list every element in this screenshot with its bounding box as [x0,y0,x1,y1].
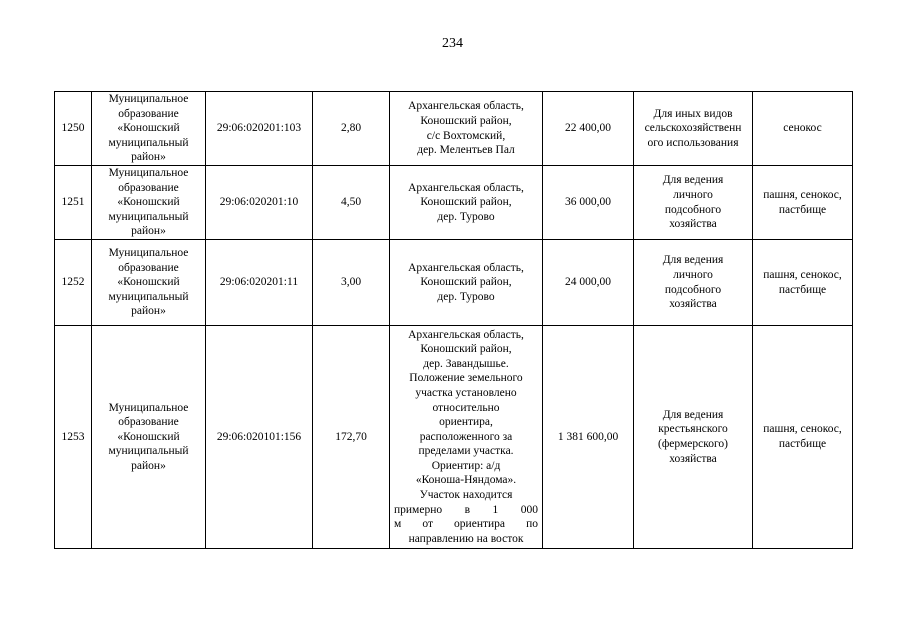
land-kind-text: пашня, сенокос, пастбище [763,268,842,296]
permitted-use-text: Для иных видов сельскохозяйственн ого использования [644,107,742,149]
cadastral-number-cell: 29:06:020201:103 [206,92,313,166]
address-text-line: направлению на восток [408,532,524,545]
address-cell [390,326,543,549]
owner-cell [92,92,206,166]
owner-cell [92,326,206,549]
row-number-cell: 1251 [55,166,92,240]
price-cell: 22 400,00 [543,92,634,166]
cadastral-number-cell: 29:06:020201:11 [206,240,313,326]
area-cell: 3,00 [313,240,390,326]
address-cell [390,240,543,326]
owner-cell [92,240,206,326]
cadastral-number-cell: 29:06:020101:156 [206,326,313,549]
address-text-line: м от ориентира по [394,518,538,531]
land-kind-text: пашня, сенокос, пастбище [763,423,842,450]
address-cell [390,166,543,240]
land-kind-text: пашня, сенокос, пастбище [763,188,842,216]
address-text: Архангельская область, Коношский район, дер. Турово [408,181,524,223]
price-cell: 36 000,00 [543,166,634,240]
row-number-cell: 1253 [55,326,92,549]
table-row [55,240,853,326]
row-number-cell: 1250 [55,92,92,166]
land-kind-cell [753,92,853,166]
area-cell: 172,70 [313,326,390,549]
owner-text: Муниципальное образование «Коношский муниципальный район» [108,93,189,164]
price-cell: 24 000,00 [543,240,634,326]
row-number-cell: 1252 [55,240,92,326]
owner-cell [92,166,206,240]
page-number: 234 [442,36,463,51]
land-kind-cell [753,240,853,326]
owner-text: Муниципальное образование «Коношский муниципальный район» [108,167,189,238]
table-row [55,166,853,240]
land-kind-cell [753,326,853,549]
table-row [55,326,853,549]
land-kind-cell [753,166,853,240]
land-kind-text: сенокос [783,122,822,135]
permitted-use-text: Для ведения крестьянского (фермерского) хозяйства [658,408,728,465]
area-cell: 2,80 [313,92,390,166]
address-text: Архангельская область, Коношский район, дер. Турово [408,261,524,303]
permitted-use-cell [634,240,753,326]
permitted-use-cell [634,326,753,549]
land-plots-table [54,91,853,549]
permitted-use-cell [634,92,753,166]
permitted-use-text: Для ведения личного подсобного хозяйства [662,174,724,231]
price-cell: 1 381 600,00 [543,326,634,549]
area-cell: 4,50 [313,166,390,240]
owner-text: Муниципальное образование «Коношский муниципальный район» [108,401,189,472]
address-text: Архангельская область, Коношский район, дер. Завандышье. Положение земельного участка установлено относительно ориентира, расположенного за пределами участка. Ориентир: а/д «Коноша-Няндома». Участок находится [408,328,524,502]
address-text-line: примерно в 1 000 [394,503,538,516]
owner-text: Муниципальное образование «Коношский муниципальный район» [108,247,189,318]
address-cell [390,92,543,166]
table-row [55,92,853,166]
permitted-use-cell [634,166,753,240]
cadastral-number-cell: 29:06:020201:10 [206,166,313,240]
permitted-use-text: Для ведения личного подсобного хозяйства [662,254,724,311]
address-text: Архангельская область, Коношский район, с/с Вохтомский, дер. Мелентьев Пал [408,100,524,157]
